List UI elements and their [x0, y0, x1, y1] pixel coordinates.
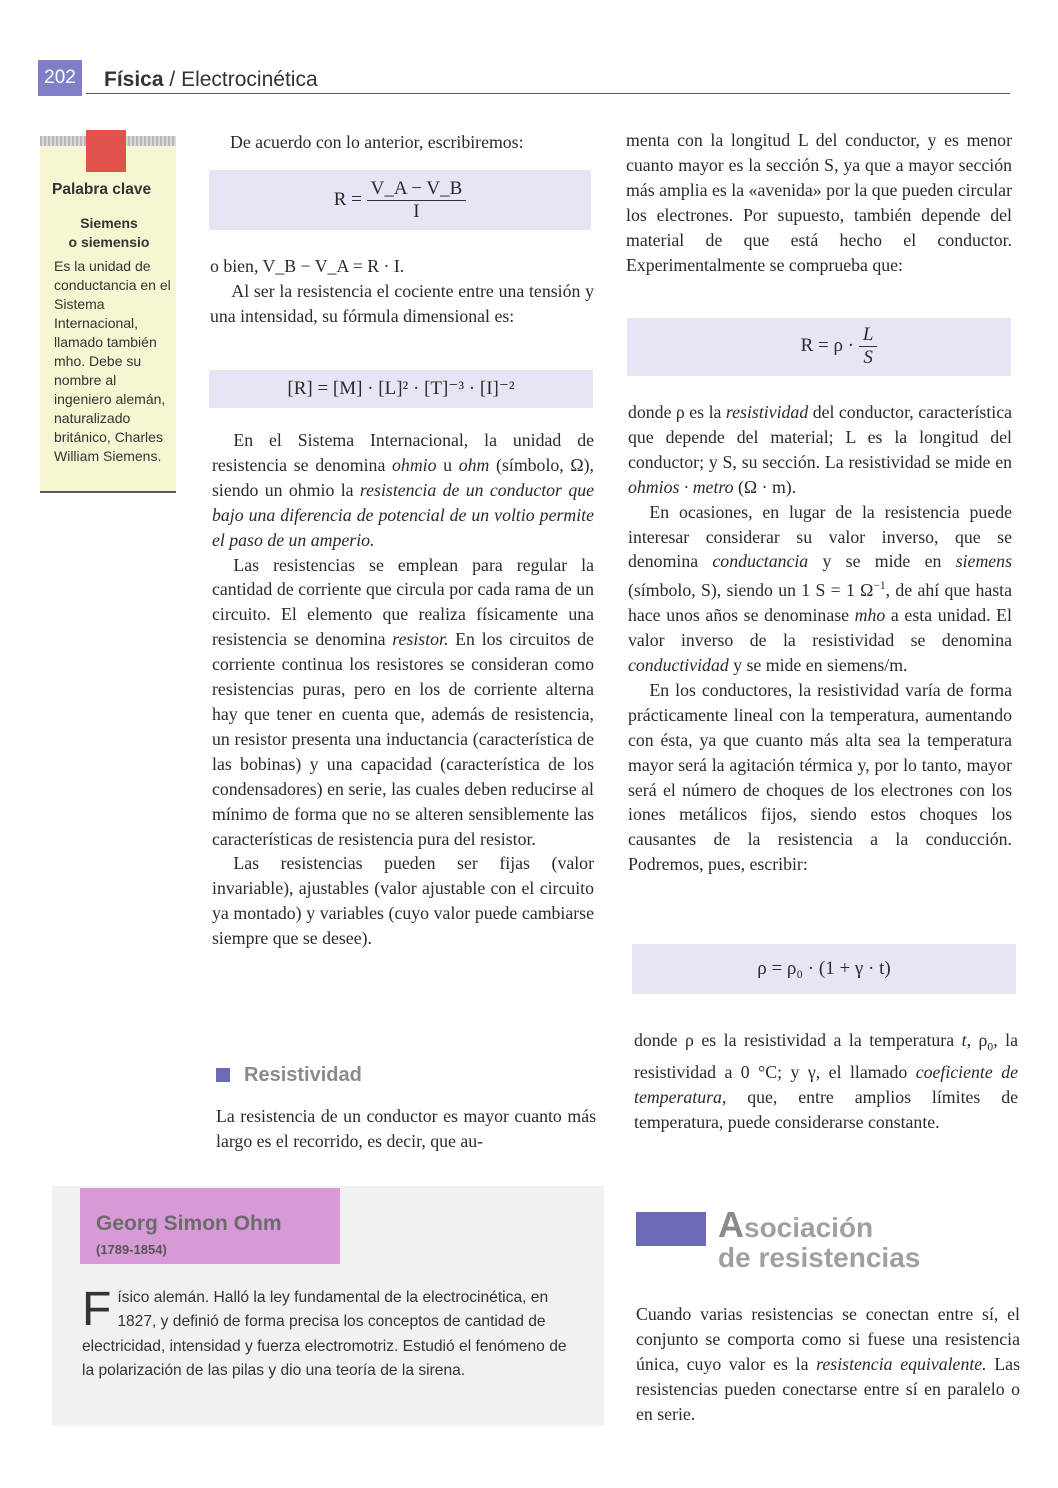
col2-cond-d: , de ahí que hasta hace unos años se denominase	[628, 580, 1012, 626]
eq3-numerator: L	[859, 324, 878, 347]
column-2-asociacion	[636, 1302, 1020, 1427]
eq1-lhs: R =	[333, 188, 362, 210]
col2-cond-term: conductancia	[712, 551, 809, 572]
col1-use-b: En los circuitos de corriente continua los resistores se consideran como resistencias puras, pero en los de corriente alterna hay que tener en cuenta que, además de resistencia, un resistor presenta una inductancia (característica de las bobinas) y una capacidad (característica de los condensadores) en serie, las cuales deben reducirse al mínimo de forma que no se alteren sensiblemente las características de resistencia pura del resistor.	[212, 629, 594, 849]
col2-donde-c: (Ω · m).	[733, 476, 797, 497]
col1-si-ohmio: ohmio	[392, 454, 437, 475]
col2-cond-c: (símbolo, S), siendo un 1 S = 1 Ω	[628, 580, 874, 601]
equation-box-4	[632, 944, 1016, 994]
col2-rho-t: t,	[961, 1030, 972, 1050]
col1-use-resistor: resistor.	[392, 629, 449, 650]
asociacion-line2: de resistencias	[718, 1242, 921, 1273]
asociacion-line1-text: sociación	[744, 1212, 874, 1243]
col1-obien: o bien, V_B − V_A = R · I.	[210, 256, 405, 276]
col2-donde-b: del conductor, característica que depende del material; L es la longitud del conductor; y S, su sección. La resistividad se mide en	[628, 402, 1012, 472]
col2-rho-c: , la resistividad a 0 °C; y γ, el llamado	[634, 1030, 1018, 1083]
eq3-denominator: S	[863, 347, 873, 368]
biography-body: ísico alemán. Halló la ley fundamental de la electrocinética, en 1827, y definió de forma precisa los conceptos de cantidad de electricidad, intensidad y fuerza electromotriz. Estudió el fenómeno de la polarización de las pilas y dio una teoría de la sirena.	[82, 1289, 567, 1379]
equation-3	[667, 324, 1011, 369]
equation-box-1	[209, 170, 591, 230]
biography-name: Georg Simon Ohm	[96, 1212, 282, 1235]
eq3-lhs: R = ρ ·	[800, 334, 855, 356]
column-1-body	[210, 254, 594, 329]
biography-dropcap: F	[82, 1283, 112, 1336]
col2-cond-b: y se mide en	[808, 551, 956, 572]
col2-donde-units: ohmios · metro	[628, 476, 734, 497]
col2-cond-f: y se mide en siemens/m.	[728, 654, 908, 675]
col2-cond-e: a esta unidad. El valor inverso de la resistividad se denomina	[628, 605, 1012, 651]
equation-box-2	[209, 370, 593, 408]
asociacion-heading-bar	[636, 1212, 706, 1246]
col1-si-definition: resistencia de un conductor que bajo una diferencia de potencial de un voltio permite el paso de un amperio.	[212, 479, 595, 550]
col2-cond-siemens: siemens	[955, 551, 1012, 572]
col2-asociacion-text	[636, 1302, 1020, 1427]
sidebar-keyword-label: Palabra clave	[52, 181, 152, 198]
col2-cond-exp: −1	[873, 579, 886, 593]
col1-si-u: u	[436, 454, 459, 475]
col2-conductancia	[628, 500, 1012, 678]
asociacion-line1	[718, 1204, 920, 1245]
col2-cond-a: En ocasiones, en lugar de la resistencia puede interesar considerar su valor inverso, que se denomina	[628, 501, 1012, 572]
header-chapter: Electrocinética	[181, 68, 318, 91]
col1-intro: De acuerdo con lo anterior, escribiremos:	[230, 132, 524, 152]
col1-si-a: En el Sistema Internacional, la unidad de resistencia se denomina	[212, 430, 594, 475]
biography-text	[82, 1283, 582, 1383]
col2-cond-conductividad: conductividad	[628, 654, 729, 675]
col1-dimensional: Al ser la resistencia el cociente entre una tensión y una intensidad, su fórmula dimensional es:	[210, 280, 594, 326]
running-header	[104, 68, 318, 92]
column-1-body-2	[212, 428, 594, 951]
sidebar-term-line1: Siemens	[80, 215, 138, 231]
col2-donde	[628, 400, 1012, 500]
col2-asoc-eq: resistencia equivalente.	[816, 1353, 987, 1374]
col1-resistividad-text: La resistencia de un conductor es mayor cuanto más largo es el recorrido, es decir, que au-	[216, 1106, 596, 1151]
column-2-body-2	[634, 1028, 1018, 1135]
col2-rho-d: que, entre amplios límites de temperatura, puede considerarse constante.	[634, 1087, 1018, 1133]
header-rule	[86, 93, 1010, 94]
eq1-fraction	[367, 178, 467, 223]
col1-types: Las resistencias pueden ser fijas (valor invariable), ajustables (valor ajustable con el circuito ya montado) y variables (cuyo valor puede cambiarse siempre que se desee).	[212, 853, 594, 949]
col2-rho-a: donde ρ es la resistividad a la temperatura	[634, 1030, 962, 1050]
page-number: 202	[38, 60, 82, 96]
equation-2: [R] = [M] · [L]² · [T]⁻³ · [I]⁻²	[287, 378, 515, 399]
col2-continuation: menta con la longitud L del conductor, y es menor cuanto mayor es la sección S, ya que a mayor sección más amplia es la «avenida» por la que pueden circular los electrones. Por supuesto, también depende del material de que está hecho el conductor. Experimentalmente se comprueba que:	[626, 130, 1012, 275]
sidebar-term	[46, 214, 172, 252]
col2-rho	[634, 1028, 1018, 1135]
col1-resistors	[212, 553, 594, 852]
eq3-fraction	[859, 324, 878, 369]
col1-si-ohm: ohm	[458, 454, 490, 475]
eq1-denominator: I	[413, 201, 420, 222]
column-1	[214, 130, 594, 155]
column-1-end	[216, 1104, 596, 1154]
biography-years: (1789-1854)	[96, 1242, 167, 1257]
col2-temperatura: En los conductores, la resistividad varía de forma prácticamente lineal con la temperatura, aumentando con ésta, ya que cuanto más alta sea la temperatura mayor será la agitación térmica y, por lo tanto, mayor será el número de choques de los electrones con los iones metálicos fijos, siendo estos choques los causantes de la resistencia a la conducción. Podremos, pues, escribir:	[628, 679, 1012, 875]
section-heading-resistividad	[216, 1064, 362, 1087]
column-2	[626, 128, 1012, 277]
header-section: Física	[104, 68, 164, 91]
col2-rho-coef: coeficiente de temperatura,	[634, 1062, 1018, 1108]
col1-si-b: (símbolo, Ω), siendo un ohmio la	[212, 454, 594, 500]
header-separator: /	[163, 68, 182, 91]
col1-use-a: Las resistencias se emplean para regular la cantidad de corriente que circula por cada rama de un circuito. El elemento que realiza físicamente una resistencia se denomina	[212, 554, 594, 650]
col2-donde-resistividad: resistividad	[725, 402, 809, 422]
section-title: Resistividad	[244, 1064, 362, 1086]
column-2-body	[628, 400, 1012, 877]
sidebar-definition: Es la unidad de conductancia en el Sistema Internacional, llamado también mho. Debe su nombre al ingeniero alemán, naturalizado británico, Charles William Siemens.	[54, 258, 171, 464]
col1-si-unit	[212, 428, 594, 553]
col2-cond-mho: mho	[854, 605, 886, 626]
equation-1	[209, 178, 591, 223]
col2-asoc-a: Cuando varias resistencias se conectan entre sí, el conjunto se comporta como si fuese una resistencia única, cuyo valor es la	[636, 1304, 1020, 1374]
equation-box-3	[627, 318, 1011, 376]
sidebar-red-tab	[86, 130, 126, 172]
asociacion-cap: A	[718, 1204, 744, 1245]
asociacion-heading	[718, 1204, 921, 1273]
eq1-numerator: V_A − V_B	[367, 178, 467, 201]
col2-rho-sub: 0	[987, 1040, 994, 1054]
equation-4: ρ = ρ₀ · (1 + γ · t)	[757, 958, 891, 979]
col2-rho-b: ρ	[971, 1030, 988, 1050]
sidebar-term-line2: o siemensio	[68, 234, 150, 250]
section-square-icon	[216, 1068, 230, 1082]
col2-asoc-b: Las resistencias pueden conectarse entre sí en paralelo o en serie.	[636, 1353, 1020, 1424]
col2-donde-a: donde ρ es la	[628, 402, 726, 422]
